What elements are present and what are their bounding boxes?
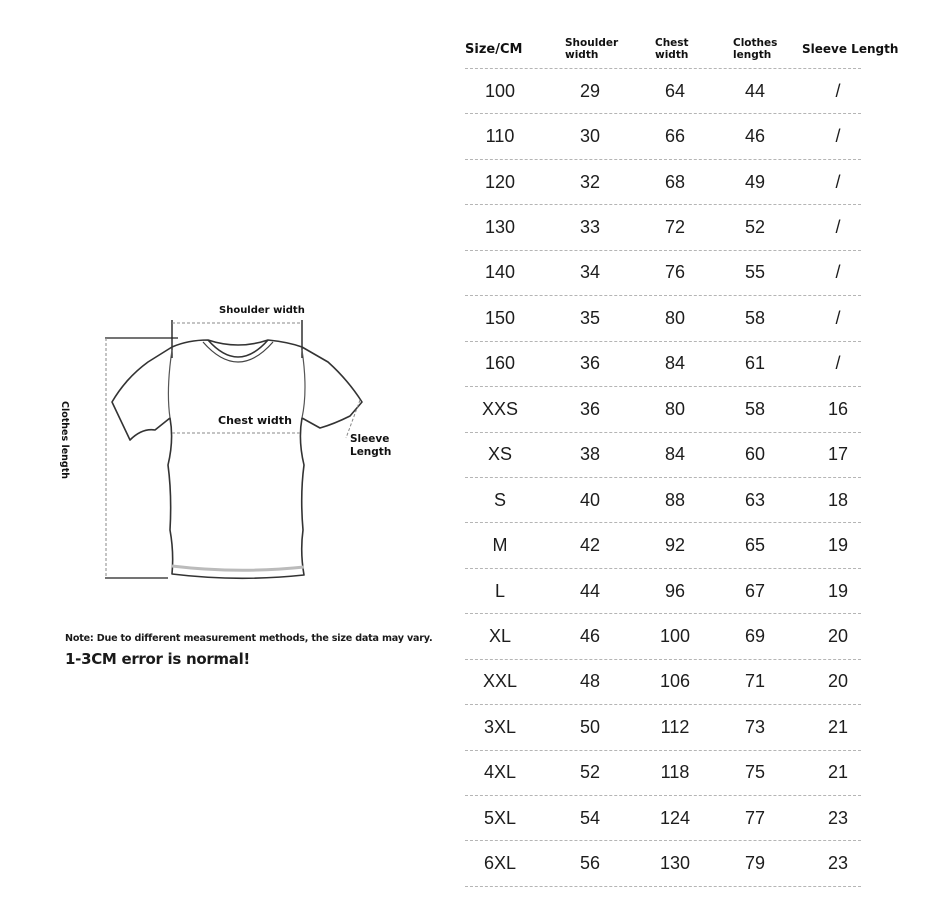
table-row xyxy=(465,69,861,114)
table-row xyxy=(465,114,861,159)
table-cell: XL xyxy=(488,625,512,646)
table-cell: 60 xyxy=(744,444,766,465)
table-cell: 21 xyxy=(827,762,849,783)
table-row xyxy=(465,751,861,796)
table-cell: 84 xyxy=(664,353,686,374)
header-shoulder-width: Shoulder width xyxy=(565,37,619,61)
table-cell: 42 xyxy=(579,535,601,556)
table-cell: 106 xyxy=(659,671,691,692)
header-clothes-length: Clothes length xyxy=(733,37,778,61)
table-row xyxy=(465,342,861,387)
table-cell: 88 xyxy=(664,489,686,510)
sleeve-length-label: Sleeve Length xyxy=(350,433,392,458)
table-cell: / xyxy=(835,80,841,101)
table-cell: 130 xyxy=(659,853,691,874)
table-cell: / xyxy=(835,353,841,374)
table-cell: 68 xyxy=(664,171,686,192)
table-cell: 23 xyxy=(827,807,849,828)
table-cell: 140 xyxy=(484,262,516,283)
table-cell: / xyxy=(835,171,841,192)
table-cell: 55 xyxy=(744,262,766,283)
table-cell: 6XL xyxy=(483,853,517,874)
table-cell: 84 xyxy=(664,444,686,465)
table-cell: 3XL xyxy=(483,716,517,737)
table-cell: 23 xyxy=(827,853,849,874)
table-cell: 18 xyxy=(827,489,849,510)
table-cell: 80 xyxy=(664,307,686,328)
tshirt-diagram xyxy=(60,290,420,600)
table-cell: 110 xyxy=(485,126,515,147)
table-cell: / xyxy=(835,126,841,147)
clothes-length-label: Clothes length xyxy=(59,401,70,480)
table-cell: 77 xyxy=(744,807,766,828)
table-cell: 52 xyxy=(744,217,766,238)
table-cell: 58 xyxy=(744,307,766,328)
table-cell: 79 xyxy=(744,853,766,874)
table-cell: 36 xyxy=(579,353,601,374)
table-cell: 44 xyxy=(579,580,601,601)
table-cell: 33 xyxy=(579,217,601,238)
table-cell: 34 xyxy=(579,262,601,283)
table-cell: 63 xyxy=(744,489,766,510)
table-cell: L xyxy=(494,580,505,601)
table-cell: 92 xyxy=(664,535,686,556)
table-cell: 100 xyxy=(484,80,516,101)
table-cell: 35 xyxy=(579,307,601,328)
table-cell: 40 xyxy=(579,489,601,510)
table-row xyxy=(465,841,861,886)
shoulder-width-label: Shoulder width xyxy=(219,305,305,316)
table-row xyxy=(465,160,861,205)
table-cell: 56 xyxy=(579,853,601,874)
table-cell: 54 xyxy=(579,807,601,828)
table-cell: 5XL xyxy=(483,807,517,828)
table-row xyxy=(465,296,861,341)
table-cell: 61 xyxy=(744,353,766,374)
table-cell: 16 xyxy=(827,398,849,419)
table-row xyxy=(465,614,861,659)
table-cell: 96 xyxy=(664,580,686,601)
table-body xyxy=(465,69,861,887)
table-cell: 19 xyxy=(827,580,849,601)
table-row xyxy=(465,523,861,568)
table-cell: S xyxy=(493,489,506,510)
table-row xyxy=(465,705,861,750)
table-cell: 49 xyxy=(744,171,766,192)
table-cell: 71 xyxy=(744,671,766,692)
table-cell: 44 xyxy=(744,80,766,101)
table-cell: 48 xyxy=(579,671,601,692)
table-cell: M xyxy=(492,535,508,556)
table-row xyxy=(465,433,861,478)
table-cell: 100 xyxy=(659,625,691,646)
size-table xyxy=(465,30,899,887)
table-cell: 38 xyxy=(579,444,601,465)
table-cell: 21 xyxy=(827,716,849,737)
table-cell: 20 xyxy=(827,625,849,646)
table-cell: 76 xyxy=(664,262,686,283)
table-row xyxy=(465,205,861,250)
table-cell: / xyxy=(835,217,841,238)
table-cell: 124 xyxy=(659,807,691,828)
table-row xyxy=(465,387,861,432)
table-row xyxy=(465,660,861,705)
table-cell: 67 xyxy=(744,580,766,601)
table-cell: 64 xyxy=(664,80,686,101)
table-cell: 46 xyxy=(744,126,766,147)
table-cell: 58 xyxy=(744,398,766,419)
table-cell: 80 xyxy=(664,398,686,419)
table-cell: XXL xyxy=(482,671,518,692)
table-header xyxy=(465,30,899,69)
table-cell: 69 xyxy=(744,625,766,646)
table-cell: 65 xyxy=(744,535,766,556)
measurement-note: Note: Due to different measurement methods, the size data may vary. xyxy=(65,633,433,644)
table-cell: / xyxy=(835,262,841,283)
table-cell: 36 xyxy=(579,398,601,419)
table-cell: 118 xyxy=(660,762,690,783)
table-cell: 72 xyxy=(664,217,686,238)
table-cell: 66 xyxy=(664,126,686,147)
table-cell: 130 xyxy=(484,217,516,238)
table-cell: 30 xyxy=(579,126,601,147)
table-cell: 73 xyxy=(744,716,766,737)
table-cell: 19 xyxy=(827,535,849,556)
chest-width-label: Chest width xyxy=(218,414,292,427)
header-size: Size/CM xyxy=(465,41,523,57)
table-row xyxy=(465,796,861,841)
table-cell: 50 xyxy=(579,716,601,737)
table-cell: 4XL xyxy=(483,762,517,783)
table-cell: 29 xyxy=(579,80,601,101)
table-cell: XXS xyxy=(481,398,519,419)
table-cell: 112 xyxy=(660,716,690,737)
table-cell: XS xyxy=(487,444,512,465)
table-cell: 120 xyxy=(484,171,516,192)
table-cell: 52 xyxy=(579,762,601,783)
table-cell: / xyxy=(835,307,841,328)
table-cell: 32 xyxy=(579,171,601,192)
table-row xyxy=(465,251,861,296)
header-chest-width: Chest width xyxy=(655,37,689,61)
table-cell: 46 xyxy=(579,625,601,646)
table-cell: 17 xyxy=(827,444,849,465)
table-cell: 160 xyxy=(484,353,516,374)
error-note: 1-3CM error is normal! xyxy=(65,650,250,668)
header-sleeve-length: Sleeve Length xyxy=(802,42,899,56)
table-cell: 75 xyxy=(744,762,766,783)
table-cell: 150 xyxy=(484,307,516,328)
table-cell: 20 xyxy=(827,671,849,692)
table-row xyxy=(465,478,861,523)
table-row xyxy=(465,569,861,614)
